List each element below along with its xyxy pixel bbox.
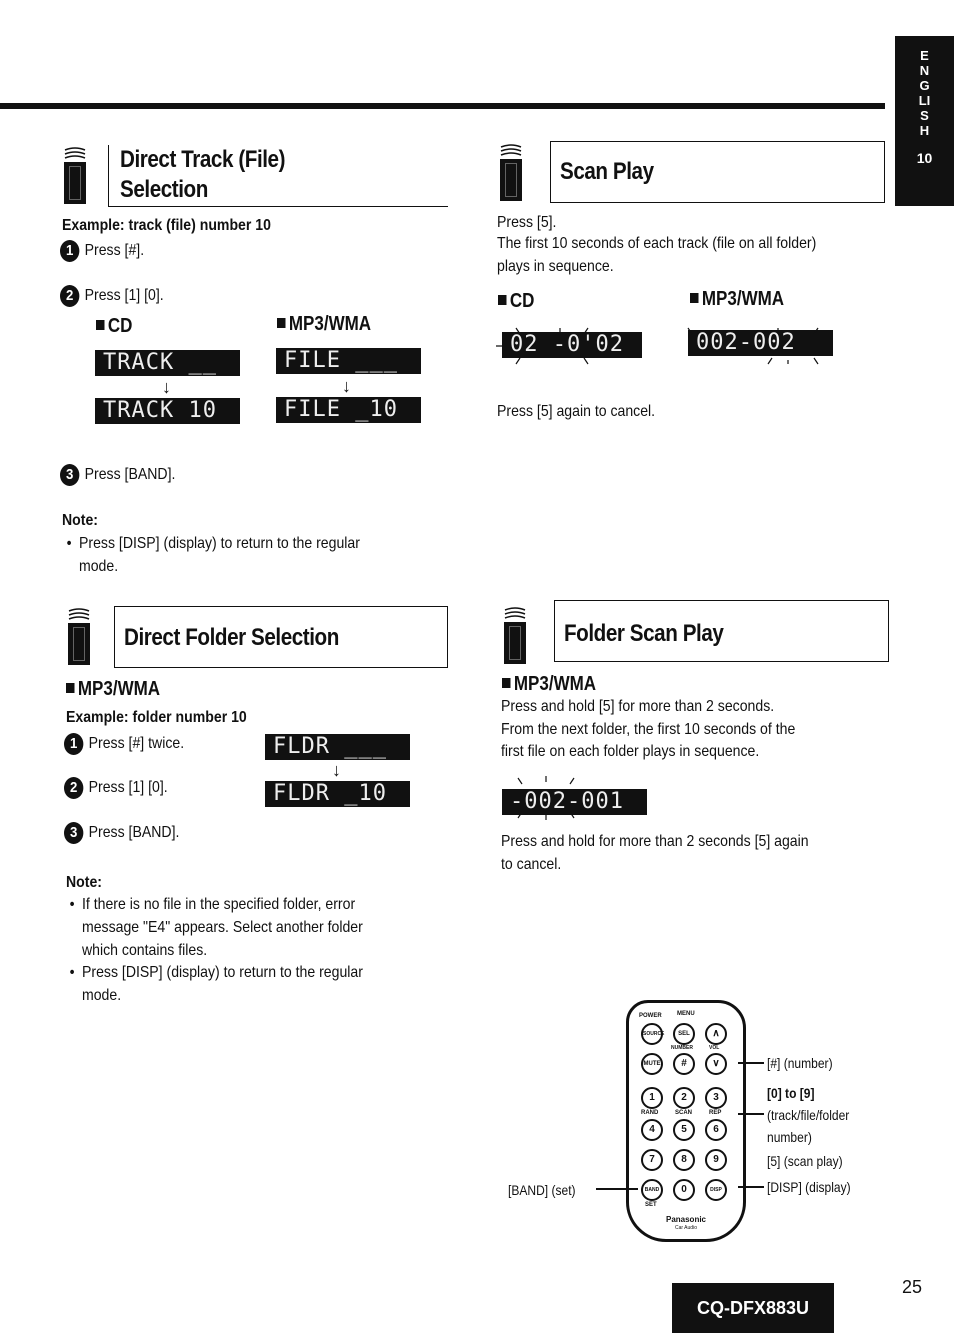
number-2-button: 2 xyxy=(673,1087,695,1109)
step-number: 2 xyxy=(60,285,79,307)
body-text: The first 10 seconds of each track (file on all folder) xyxy=(497,235,817,252)
step-number: 3 xyxy=(60,464,79,486)
step-2: 2 Press [1] [0]. xyxy=(64,777,168,799)
model-number: CQ-DFX883U xyxy=(672,1283,834,1333)
step-number: 1 xyxy=(60,240,79,262)
step-number: 2 xyxy=(64,777,83,799)
section-icon xyxy=(62,146,88,204)
leader-line xyxy=(738,1062,764,1064)
step-1: 1 Press [#] twice. xyxy=(64,733,184,755)
page-number: 25 xyxy=(902,1277,923,1297)
number-5-button: 5 xyxy=(673,1119,695,1141)
note-item: • Press [DISP] (display) to return to the regular xyxy=(82,962,363,984)
number-1-button: 1 xyxy=(641,1087,663,1109)
source-button: SOURCE xyxy=(641,1023,663,1045)
down-arrow-icon: ↓ xyxy=(162,377,171,397)
section-title-line2: Selection xyxy=(120,176,208,203)
band-button: BAND xyxy=(641,1179,663,1201)
body-text: From the next folder, the first 10 seconds of the xyxy=(501,721,796,738)
note-item-cont: mode. xyxy=(79,558,119,575)
leader-line xyxy=(596,1188,638,1190)
step-2: 2 Press [1] [0]. xyxy=(60,285,164,307)
note-item: • Press [DISP] (display) to return to the regular xyxy=(79,533,360,555)
number-0-button: 0 xyxy=(673,1179,695,1201)
lcd-display: TRACK __ xyxy=(95,350,240,376)
body-text: plays in sequence. xyxy=(497,258,614,275)
blink-marks-icon xyxy=(488,320,848,370)
mp3-label: MP3/WMA xyxy=(277,313,371,336)
cd-label: CD xyxy=(498,290,534,313)
note-item-cont: mode. xyxy=(82,987,122,1004)
lcd-display: TRACK 10 xyxy=(95,398,240,424)
body-text: Press and hold [5] for more than 2 seconds. xyxy=(501,698,775,715)
mute-button: MUTE xyxy=(641,1053,663,1075)
body-text: Press [5] again to cancel. xyxy=(497,403,656,420)
language-tab xyxy=(895,36,954,206)
section-title: Direct Folder Selection xyxy=(124,624,339,651)
down-arrow-icon: ↓ xyxy=(342,376,351,396)
note-item: • If there is no file in the specified folder, error xyxy=(82,894,355,916)
remote-label: RAND xyxy=(641,1110,659,1116)
body-text: Press and hold for more than 2 seconds [5] again xyxy=(501,833,809,850)
leader-line xyxy=(738,1186,764,1188)
mp3-label: MP3/WMA xyxy=(66,678,160,701)
section-icon xyxy=(498,143,524,201)
remote-label: SCAN xyxy=(675,1110,693,1116)
body-text: first file on each folder plays in sequence. xyxy=(501,743,760,760)
section-icon xyxy=(66,607,92,665)
down-arrow-icon: ↓ xyxy=(332,760,341,780)
brand-subtitle: Car Audio xyxy=(675,1225,697,1231)
section-number: 10 xyxy=(916,150,933,166)
step-3: 3 Press [BAND]. xyxy=(64,822,179,844)
remote-label: NUMBER xyxy=(671,1045,693,1051)
top-rule xyxy=(0,103,885,109)
section-title: Direct Track (File) xyxy=(120,146,286,173)
lcd-display: 002-002 xyxy=(688,330,833,356)
remote-label: SET xyxy=(645,1202,657,1208)
example-text: Example: track (file) number 10 xyxy=(62,217,271,234)
brand-logo: Panasonic xyxy=(665,1215,706,1224)
remote-callout: number) xyxy=(767,1129,812,1145)
remote-callout: [BAND] (set) xyxy=(508,1182,576,1198)
section-title: Scan Play xyxy=(560,158,654,185)
remote-callout: [0] to [9] xyxy=(767,1085,815,1101)
number-9-button: 9 xyxy=(705,1149,727,1171)
step-3: 3 Press [BAND]. xyxy=(60,464,175,486)
remote-callout: [#] (number) xyxy=(767,1055,833,1071)
step-number: 3 xyxy=(64,822,83,844)
remote-callout: [DISP] (display) xyxy=(767,1179,851,1195)
cd-label: CD xyxy=(96,315,132,338)
number-8-button: 8 xyxy=(673,1149,695,1171)
language-tab-label: ENGLISH xyxy=(918,48,931,138)
example-text: Example: folder number 10 xyxy=(66,709,247,726)
number-7-button: 7 xyxy=(641,1149,663,1171)
step-number: 1 xyxy=(64,733,83,755)
sel-button: SEL xyxy=(673,1023,695,1045)
body-text: Press [5]. xyxy=(497,214,557,231)
remote-callout: [5] (scan play) xyxy=(767,1153,843,1169)
step-1: 1 Press [#]. xyxy=(60,240,144,262)
disp-button: DISP xyxy=(705,1179,727,1201)
section-icon xyxy=(502,606,528,664)
number-4-button: 4 xyxy=(641,1119,663,1141)
remote-callout: (track/file/folder xyxy=(767,1107,850,1123)
lcd-display: FILE _10 xyxy=(276,397,421,423)
remote-control-illustration xyxy=(626,1000,746,1242)
note-label: Note: xyxy=(66,874,102,891)
vol-down-icon: ∨ xyxy=(705,1053,727,1075)
vol-up-icon: ∧ xyxy=(705,1023,727,1045)
lcd-display: -002-001 xyxy=(502,789,647,815)
note-item-cont: message "E4" appears. Select another folder xyxy=(82,919,363,936)
leader-line xyxy=(738,1113,764,1115)
note-item-cont: which contains files. xyxy=(82,942,208,959)
lcd-display: FLDR _10 xyxy=(265,781,410,807)
lcd-display: 02 -0'02 xyxy=(502,332,642,358)
hash-button: # xyxy=(673,1053,695,1075)
lcd-display: FLDR ___ xyxy=(265,734,410,760)
mp3-label: MP3/WMA xyxy=(690,288,784,311)
lcd-display: FILE ___ xyxy=(276,348,421,374)
number-3-button: 3 xyxy=(705,1087,727,1109)
remote-label: REP xyxy=(709,1110,722,1116)
remote-label: VOL xyxy=(709,1045,720,1051)
remote-label: POWER xyxy=(639,1013,662,1019)
section-title: Folder Scan Play xyxy=(564,620,724,647)
note-label: Note: xyxy=(62,512,98,529)
remote-label: MENU xyxy=(677,1011,695,1017)
blink-marks-icon xyxy=(500,772,590,822)
mp3-label: MP3/WMA xyxy=(502,673,596,696)
number-6-button: 6 xyxy=(705,1119,727,1141)
body-text: to cancel. xyxy=(501,856,562,873)
